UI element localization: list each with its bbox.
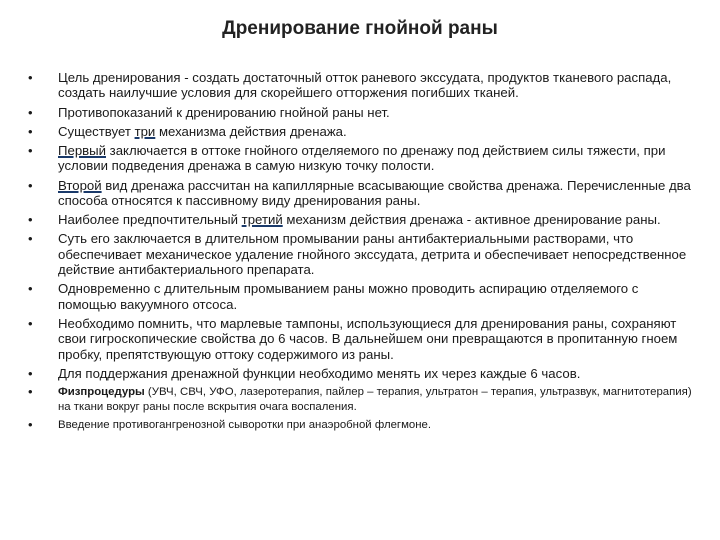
bullet-icon: • [28,231,33,247]
underlined-term: Второй [58,177,102,193]
list-item: • Одновременно с длительным промыванием раны можно проводить аспирацию отделяемого с помощью вакуумного отсоса. [28,281,639,312]
bullet-icon: • [28,123,33,139]
list-item: • Физпроцедуры (УВЧ, СВЧ, УФО, лазеротерапия, пайлер – терапия, ультратон – терапия, ультразвук, магнитотерапия) на ткани вокруг раны после вскрытия очага воспаления. [28,384,692,413]
bullet-icon: • [28,281,33,297]
bullet-icon: • [28,384,33,400]
bullet-icon: • [28,177,33,193]
list-item: • Первый заключается в оттоке гнойного отделяемого по дренажу под действием силы тяжести, при условии подведения дренажа в самую низкую точку полости. [28,143,666,174]
list-item: • Цель дренирования - создать достаточный отток раневого экссудата, продуктов тканевого распада, создать наилучшие условия для скорейшего отторжения погибших тканей. [28,70,672,101]
list-item: • Противопоказаний к дренированию гнойной раны нет. [28,104,390,120]
bullet-icon: • [28,104,33,120]
bullet-icon: • [28,366,33,382]
slide-title: Дренирование гнойной раны [222,18,498,39]
bullet-list [28,70,696,436]
list-item: • Необходимо помнить, что марлевые тампоны, использующиеся для дренирования раны, сохраняют свои гигроскопические свойства до 6 часов. В дальнейшем они превращаются в пропитанную гноем пробку, препятствующую оттоку содержимого из раны. [28,316,678,362]
bullet-icon: • [28,70,33,85]
bullet-icon: • [28,212,33,228]
bullet-icon: • [28,316,33,332]
list-item: • Второй вид дренажа рассчитан на капиллярные всасывающие свойства дренажа. Перечисленные два способа относятся к пассивному виду дренирования раны. [28,177,691,209]
list-item: • Введение противогангренозной сыворотки при анаэробной флегмоне. [28,416,432,432]
bullet-icon: • [28,143,33,159]
list-item: • Существует три механизма действия дренажа. [28,123,347,139]
list-item: • Наиболее предпочтительный третий механизм действия дренажа - активное дренирование раны. [28,212,661,228]
underlined-term: три [134,123,156,139]
underlined-term: третий [241,212,283,228]
list-item: • Для поддержания дренажной функции необходимо менять их через каждые 6 часов. [28,366,581,382]
underlined-term: Первый [58,143,106,159]
bold-term: Физпроцедуры [58,386,145,399]
list-item: • Суть его заключается в длительном промывании раны антибактериальными растворами, что обеспечивает механическое удаление гнойного экссудата, детрита и обеспечивает непосредственное действие антибактериального препарата. [28,231,687,278]
bullet-icon: • [28,416,33,432]
